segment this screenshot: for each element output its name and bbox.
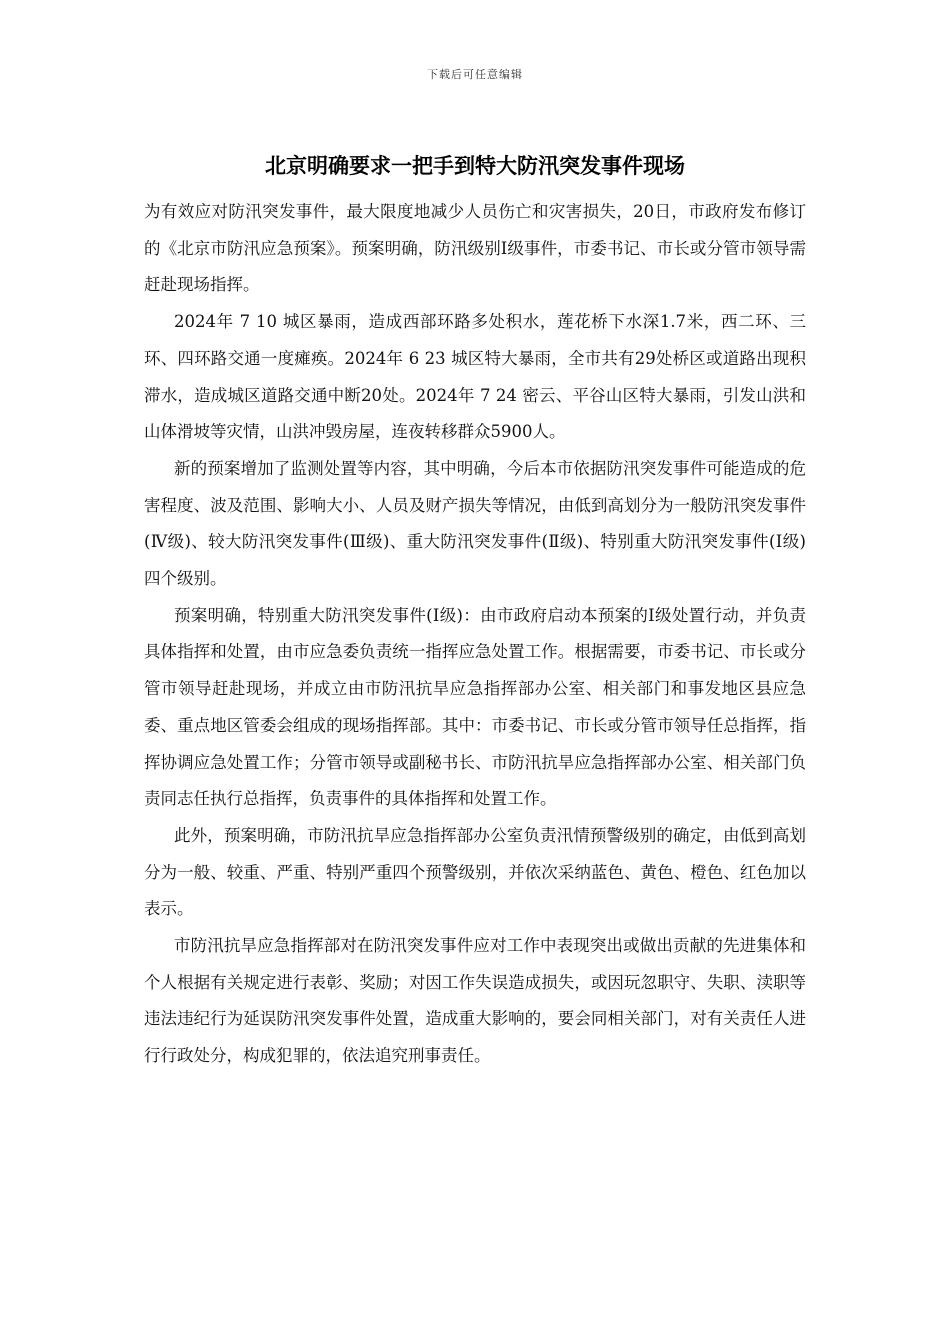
paragraph-levels: 新的预案增加了监测处置等内容，其中明确，今后本市依据防汛突发事件可能造成的危害程度、波及范围、影响大小、人员及财产损失等情况，由低到高划分为一般防汛突发事件(Ⅳ级)、较大防汛突发事件(Ⅲ级)、重大防汛突发事件(Ⅱ级)、特别重大防汛突发事件(Ⅰ级)四个级别。 [144, 458, 806, 589]
document-body [144, 194, 806, 1075]
paragraph-intro: 为有效应对防汛突发事件，最大限度地减少人员伤亡和灾害损失，20日，市政府发布修订的《北京市防汛应急预案》。预案明确，防汛级别Ⅰ级事件，市委书记、市长或分管市领导需赶赴现场指挥。 [144, 202, 806, 295]
paragraph-history: 2024年 7 10 城区暴雨，造成西部环路多处积水，莲花桥下水深1.7米，西二环、三环、四环路交通一度瘫痪。2024年 6 23 城区特大暴雨，全市共有29处桥区或道路出现积滞水，造成城区道路交通中断20处。2024年 7 24 密云、平谷山区特大暴雨，引发山洪和山体滑坡等灾情，山洪冲毁房屋，连夜转移群众5900人。 [144, 312, 806, 442]
paragraph-level-one: 预案明确，特别重大防汛突发事件(Ⅰ级)：由市政府启动本预案的Ⅰ级处置行动，并负责具体指挥和处置，由市应急委负责统一指挥应急处置工作。根据需要，市委书记、市长或分管市领导赶赴现场，并成立由市防汛抗旱应急指挥部办公室、相关部门和事发地区县应急委、重点地区管委会组成的现场指挥部。其中：市委书记、市长或分管市领导任总指挥，指挥协调应急处置工作；分管市领导或副秘书长、市防汛抗旱应急指挥部办公室、相关部门负责同志任执行总指挥，负责事件的具体指挥和处置工作。 [144, 605, 806, 809]
page-title: 北京明确要求一把手到特大防汛突发事件现场 [265, 154, 685, 178]
paragraph-warning-levels: 此外，预案明确，市防汛抗旱应急指挥部办公室负责汛情预警级别的确定，由低到高划分为一般、较重、严重、特别严重四个预警级别，并依次采纳蓝色、黄色、橙色、红色加以表示。 [144, 825, 806, 919]
paragraph-rewards-penalties: 市防汛抗旱应急指挥部对在防汛突发事件应对工作中表现突出或做出贡献的先进集体和个人根据有关规定进行表彰、奖励；对因工作失误造成损失，或因玩忽职守、失职、渎职等违法违纪行为延误防汛突发事件处置，造成重大影响的，要会同相关部门，对有关责任人进行行政处分，构成犯罪的，依法追究刑事责任。 [144, 936, 806, 1066]
header-note: 下载后可任意编辑 [427, 68, 523, 81]
